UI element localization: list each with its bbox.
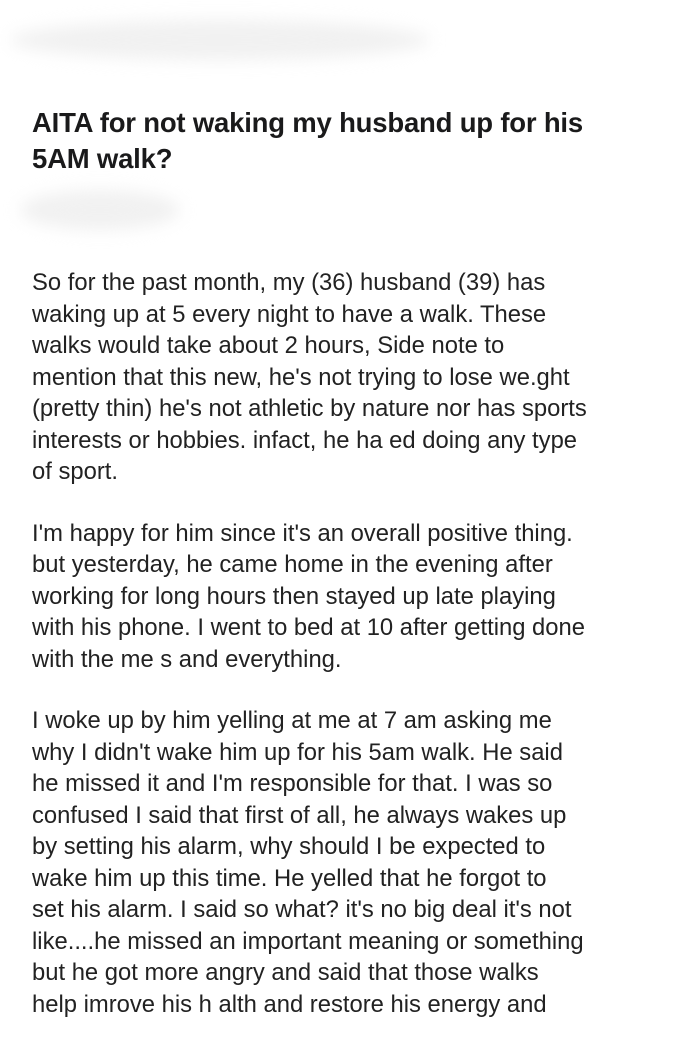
post-paragraph: So for the past month, my (36) husband (39) has waking up at 5 every night to have a walk. These walks would take about 2 hours, Side note to mention that this new, he's not trying to lose we.ght (pretty thin) he's not athletic by nature nor has sports interests or hobbies. infact, he ha ed doing any type of sport. (32, 269, 587, 485)
post-paragraph: I woke up by him yelling at me at 7 am asking me why I didn't wake him up for his 5am walk. He said he missed it and I'm responsible for that. I was so confused I said that first of all, he always wakes up by setting his alarm, why should I be expected to wake him up this time. He yelled that he forgot to set his alarm. I said so what? it's no big deal it's not like....he missed an important meaning or something but he got more angry and said that those walks help imrove his h alth and restore his energy and (32, 707, 584, 1018)
post (32, 105, 652, 1050)
post-title: AITA for not waking my husband up for his 5AM walk? (32, 107, 583, 174)
post-paragraph: I'm happy for him since it's an overall positive thing. but yesterday, he came home in the evening after working for long hours then stayed up late playing with his phone. I went to bed at 10 after getting done with the me s and everything. (32, 519, 585, 673)
blurred-redaction (10, 20, 430, 60)
post-body (32, 267, 652, 1020)
